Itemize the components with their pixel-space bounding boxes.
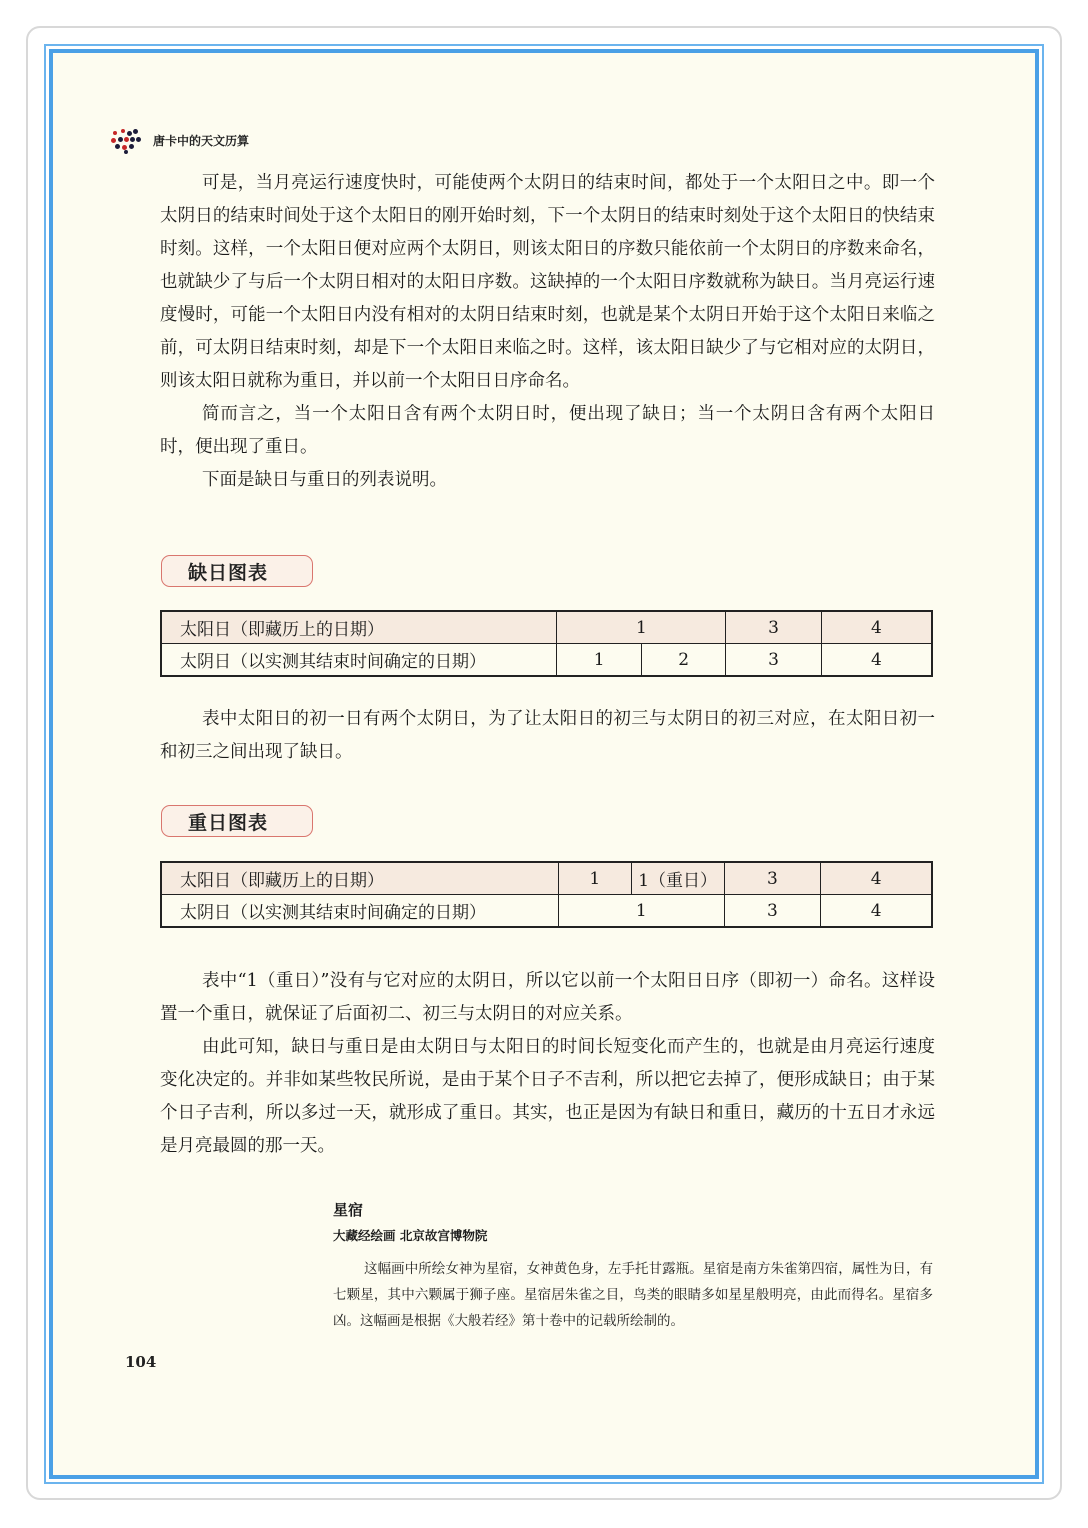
paragraph: 下面是缺日与重日的列表说明。 bbox=[202, 470, 447, 490]
caption-body: 这幅画中所绘女神为星宿，女神黄色身，左手托甘露瓶。星宿是南方朱雀第四宿，属性为日，有七颗星，其中六颗属于狮子座。星宿居朱雀之目，鸟类的眼睛多如星星般明亮，由此而得名。星宿多凶。这幅画是根据《大般若经》第十卷中的记载所绘制的。 bbox=[333, 1261, 933, 1329]
running-title: 唐卡中的天文历算 bbox=[153, 133, 250, 148]
double-day-table bbox=[160, 861, 933, 928]
dotted-emblem-icon bbox=[111, 129, 141, 151]
body-section-top bbox=[160, 167, 935, 497]
page-number: 104 bbox=[125, 1353, 157, 1371]
cell: 3 bbox=[726, 611, 821, 644]
cell: 1 bbox=[558, 895, 724, 928]
table-row-solar bbox=[161, 862, 932, 895]
missing-day-explanation bbox=[160, 703, 935, 769]
cell: 1 bbox=[557, 644, 641, 677]
cell: 1 bbox=[558, 862, 631, 895]
paragraph: 表中太阳日的初一日有两个太阴日，为了让太阳日的初三与太阴日的初三对应，在太阳日初一和初三之间出现了缺日。 bbox=[160, 709, 935, 762]
cell: 4 bbox=[821, 644, 932, 677]
cell: 1 bbox=[557, 611, 726, 644]
double-day-chart-label: 重日图表 bbox=[161, 805, 313, 837]
body-section-bottom bbox=[160, 965, 935, 1163]
running-head bbox=[111, 129, 249, 151]
caption-subtitle: 大藏经绘画 北京故宫博物院 bbox=[333, 1228, 488, 1243]
cell: 3 bbox=[724, 895, 821, 928]
paragraph: 可是，当月亮运行速度快时，可能使两个太阴日的结束时间，都处于一个太阳日之中。即一个太阴日的结束时间处于这个太阳日的刚开始时刻，下一个太阴日的结束时刻处于这个太阳日的快结束时刻。这样，一个太阳日便对应两个太阴日，则该太阳日的序数只能依前一个太阴日的序数来命名，也就缺少了与后一个太阴日相对的太阳日序数。这缺掉的一个太阳日序数就称为缺日。当月亮运行速度慢时，可能一个太阳日内没有相对的太阴日结束时刻，也就是某个太阴日开始于这个太阳日来临之前，可太阴日结束时刻，却是下一个太阳日来临之时。这样，该太阳日缺少了与它相对应的太阴日，则该太阳日就称为重日，并以前一个太阳日日序命名。 bbox=[160, 173, 935, 391]
missing-day-chart-label: 缺日图表 bbox=[161, 555, 313, 587]
table-row-lunar bbox=[161, 644, 932, 677]
cell: 3 bbox=[726, 644, 821, 677]
missing-day-table bbox=[160, 610, 933, 677]
cell: 4 bbox=[821, 862, 932, 895]
row-label-lunar: 太阴日（以实测其结束时间确定的日期） bbox=[161, 895, 558, 928]
paragraph: 由此可知，缺日与重日是由太阴日与太阳日的时间长短变化而产生的，也就是由月亮运行速度变化决定的。并非如某些牧民所说，是由于某个日子不吉利，所以把它去掉了，便形成缺日；由于某个日子吉利，所以多过一天，就形成了重日。其实，也正是因为有缺日和重日，藏历的十五日才永远是月亮最圆的那一天。 bbox=[160, 1037, 935, 1156]
cell: 1（重日） bbox=[631, 862, 724, 895]
row-label-solar: 太阳日（即藏历上的日期） bbox=[161, 862, 558, 895]
table-row-lunar bbox=[161, 895, 932, 928]
table-row-solar bbox=[161, 611, 932, 644]
book-page bbox=[53, 53, 1035, 1475]
figure-caption bbox=[333, 1199, 933, 1334]
cell: 3 bbox=[724, 862, 821, 895]
paragraph: 表中“1（重日）”没有与它对应的太阴日，所以它以前一个太阳日日序（即初一）命名。这样设置一个重日，就保证了后面初二、初三与太阴日的对应关系。 bbox=[160, 971, 935, 1024]
paragraph: 简而言之，当一个太阳日含有两个太阴日时，便出现了缺日；当一个太阴日含有两个太阳日时，便出现了重日。 bbox=[160, 404, 935, 457]
caption-title: 星宿 bbox=[333, 1201, 364, 1219]
row-label-lunar: 太阴日（以实测其结束时间确定的日期） bbox=[161, 644, 557, 677]
cell: 4 bbox=[821, 895, 932, 928]
cell: 4 bbox=[821, 611, 932, 644]
cell: 2 bbox=[641, 644, 725, 677]
row-label-solar: 太阳日（即藏历上的日期） bbox=[161, 611, 557, 644]
